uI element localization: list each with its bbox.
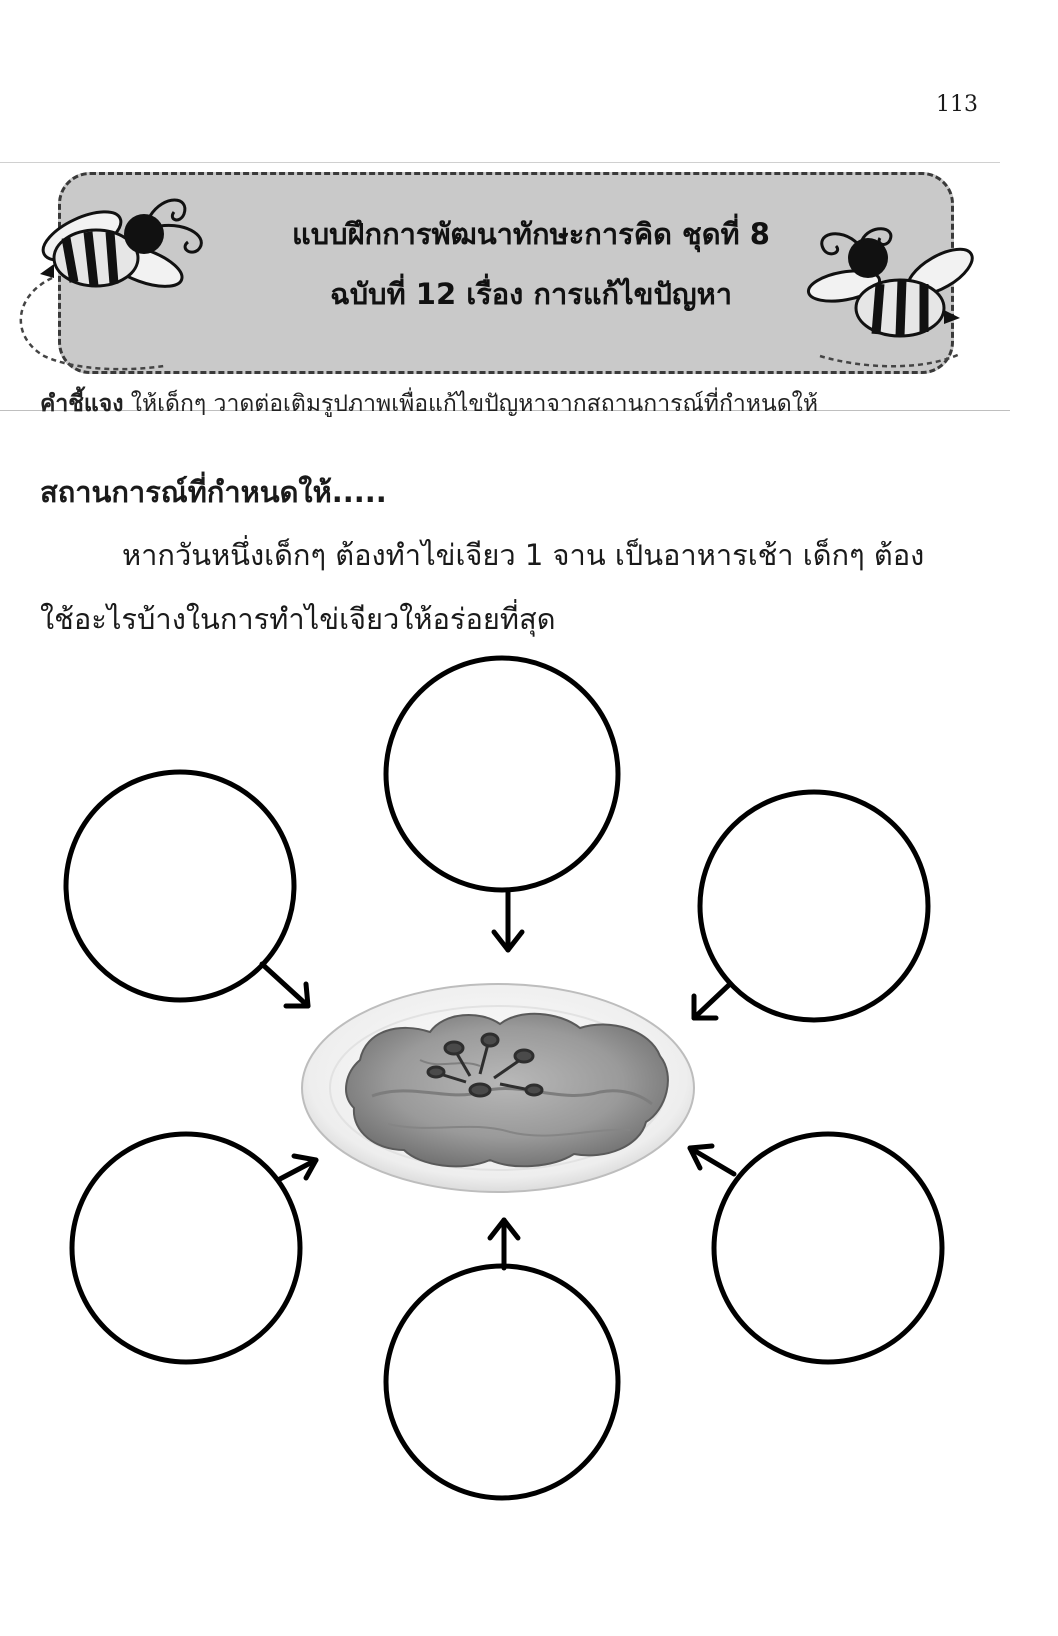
arrow-from-bottom-left [278,1156,316,1180]
scenario-text-line-1: หากวันหนึ่งเด็กๆ ต้องทำไข่เจียว 1 จาน เป็นอาหารเช้า เด็กๆ ต้อง [122,538,925,572]
page-number: 113 [936,92,978,117]
answer-circle-bottom[interactable] [386,1266,618,1498]
answer-circle-bottom-right[interactable] [714,1134,942,1362]
arrow-from-top-right [694,984,730,1018]
arrow-from-bottom [490,1220,518,1268]
arrow-from-top-left [262,964,308,1006]
instruction-label: คำชี้แจง [40,391,124,417]
answer-circle-top-left[interactable] [66,772,294,1000]
answer-circle-bottom-left[interactable] [72,1134,300,1362]
arrow-from-top [494,890,522,950]
scenario-text-line-2: ใช้อะไรบ้างในการทำไข่เจียวให้อร่อยที่สุด [40,602,556,636]
banner-title: แบบฝึกการพัฒนาทักษะการคิด ชุดที่ 8 [292,217,770,251]
answer-circle-top[interactable] [386,658,618,890]
scenario-heading: สถานการณ์ที่กำหนดให้..... [40,475,387,509]
answer-circle-top-right[interactable] [700,792,928,1020]
omelette-plate-image [302,984,694,1192]
instruction-text: ให้เด็กๆ วาดต่อเติมรูปภาพเพื่อแก้ไขปัญหาจากสถานการณ์ที่กำหนดให้ [123,391,819,417]
banner-subtitle: ฉบับที่ 12 เรื่อง การแก้ไขปัญหา [330,277,732,311]
arrow-from-bottom-right [690,1146,734,1174]
